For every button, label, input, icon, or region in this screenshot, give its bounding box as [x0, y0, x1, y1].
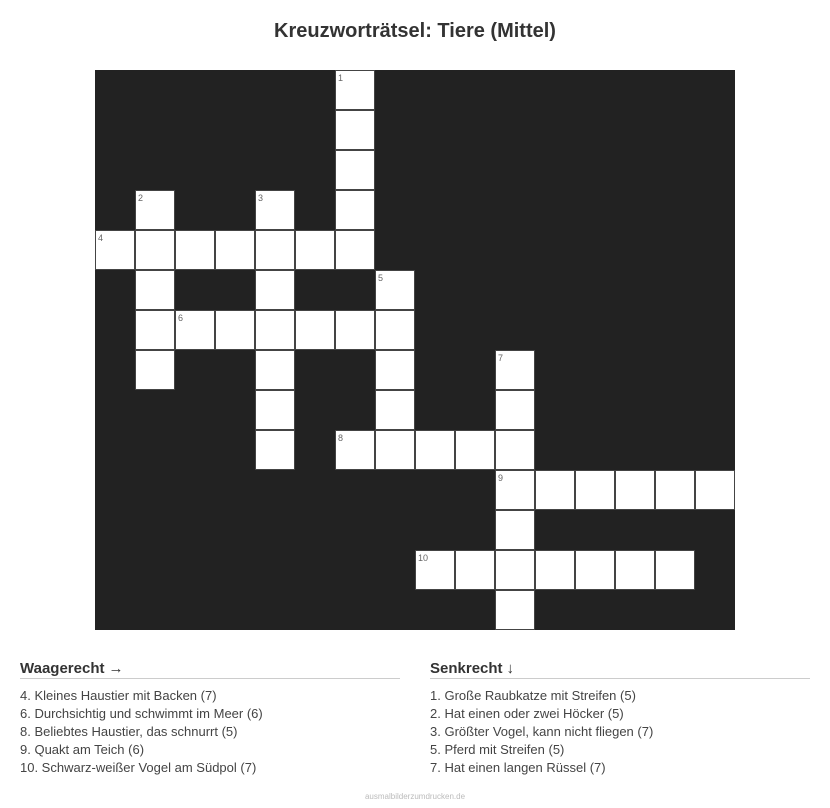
clue-item: 8. Beliebtes Haustier, das schnurrt (5): [20, 724, 238, 739]
crossword-cell[interactable]: [375, 270, 415, 310]
clue-number: 5: [378, 273, 384, 283]
crossword-cell[interactable]: [415, 550, 455, 590]
crossword-cell[interactable]: [655, 470, 695, 510]
clue-number: 2: [138, 193, 144, 203]
crossword-cell[interactable]: [335, 190, 375, 230]
crossword-cell[interactable]: [495, 510, 535, 550]
down-heading: [430, 660, 810, 679]
crossword-cell[interactable]: [295, 230, 335, 270]
clue-item: 6. Durchsichtig und schwimmt im Meer (6): [20, 706, 263, 721]
crossword-cell[interactable]: [575, 470, 615, 510]
crossword-cell[interactable]: [335, 70, 375, 110]
crossword-cell[interactable]: [135, 350, 175, 390]
crossword-cell[interactable]: [375, 430, 415, 470]
clue-number: 4: [98, 233, 104, 243]
crossword-cell[interactable]: [335, 110, 375, 150]
clue-item: 5. Pferd mit Streifen (5): [430, 742, 565, 757]
clue-number: 3: [258, 193, 264, 203]
crossword-cell[interactable]: [255, 430, 295, 470]
crossword-cell[interactable]: [335, 150, 375, 190]
crossword-cell[interactable]: [255, 190, 295, 230]
crossword-cell[interactable]: [455, 550, 495, 590]
crossword-cell[interactable]: [535, 470, 575, 510]
crossword-cell[interactable]: [615, 550, 655, 590]
crossword-cell[interactable]: [695, 470, 735, 510]
crossword-cell[interactable]: [495, 390, 535, 430]
down-heading-label: Senkrecht: [430, 660, 503, 677]
clue-item: 10. Schwarz-weißer Vogel am Südpol (7): [20, 760, 257, 775]
crossword-cell[interactable]: [295, 310, 335, 350]
crossword-cell[interactable]: [375, 390, 415, 430]
crossword-cell[interactable]: [335, 230, 375, 270]
crossword-cell[interactable]: [135, 230, 175, 270]
crossword-cell[interactable]: [415, 430, 455, 470]
clue-item: 2. Hat einen oder zwei Höcker (5): [430, 706, 624, 721]
down-clue-list: [430, 687, 810, 777]
crossword-cell[interactable]: [495, 470, 535, 510]
clue-item: 3. Größter Vogel, kann nicht fliegen (7): [430, 724, 654, 739]
puzzle-title: Kreuzworträtsel: Tiere (Mittel): [274, 20, 556, 42]
clue-number: 7: [498, 353, 504, 363]
crossword-cell[interactable]: [375, 350, 415, 390]
crossword-cell[interactable]: [135, 190, 175, 230]
footer-credit: ausmalbilderzumdrucken.de: [364, 792, 466, 801]
crossword-cell[interactable]: [135, 270, 175, 310]
crossword-cell[interactable]: [495, 430, 535, 470]
crossword-cell[interactable]: [495, 550, 535, 590]
crossword-cell[interactable]: [255, 310, 295, 350]
clue-item: 1. Große Raubkatze mit Streifen (5): [430, 688, 636, 703]
crossword-cell[interactable]: [655, 550, 695, 590]
crossword-cell[interactable]: [215, 310, 255, 350]
crossword-cell[interactable]: [255, 270, 295, 310]
crossword-cell[interactable]: [255, 390, 295, 430]
across-clue-list: [20, 687, 400, 777]
crossword-grid: [95, 70, 735, 630]
crossword-cell[interactable]: [575, 550, 615, 590]
arrow-down-icon: ↓: [506, 660, 515, 677]
clue-number: 6: [178, 313, 184, 323]
crossword-cell[interactable]: [215, 230, 255, 270]
clue-number: 10: [418, 553, 429, 563]
arrow-right-icon: →: [108, 660, 124, 677]
crossword-cell[interactable]: [495, 350, 535, 390]
crossword-cell[interactable]: [335, 310, 375, 350]
crossword-cell[interactable]: [175, 310, 215, 350]
crossword-cell[interactable]: [535, 550, 575, 590]
crossword-cell[interactable]: [615, 470, 655, 510]
clue-number: 8: [338, 433, 344, 443]
clue-number: 1: [338, 73, 344, 83]
clue-number: 9: [498, 473, 504, 483]
crossword-cell[interactable]: [455, 430, 495, 470]
crossword-cell[interactable]: [255, 230, 295, 270]
across-clues-section: [20, 660, 400, 777]
crossword-cell[interactable]: [375, 310, 415, 350]
crossword-cell[interactable]: [135, 310, 175, 350]
crossword-cell[interactable]: [95, 230, 135, 270]
crossword-cell[interactable]: [495, 590, 535, 630]
clue-item: 7. Hat einen langen Rüssel (7): [430, 760, 606, 775]
across-heading-label: Waagerecht: [20, 660, 105, 677]
across-heading: [20, 660, 400, 679]
clue-item: 4. Kleines Haustier mit Backen (7): [20, 688, 217, 703]
clue-item: 9. Quakt am Teich (6): [20, 742, 145, 757]
crossword-cell[interactable]: [255, 350, 295, 390]
down-clues-section: [430, 660, 810, 777]
crossword-cell[interactable]: [335, 430, 375, 470]
crossword-cell[interactable]: [175, 230, 215, 270]
